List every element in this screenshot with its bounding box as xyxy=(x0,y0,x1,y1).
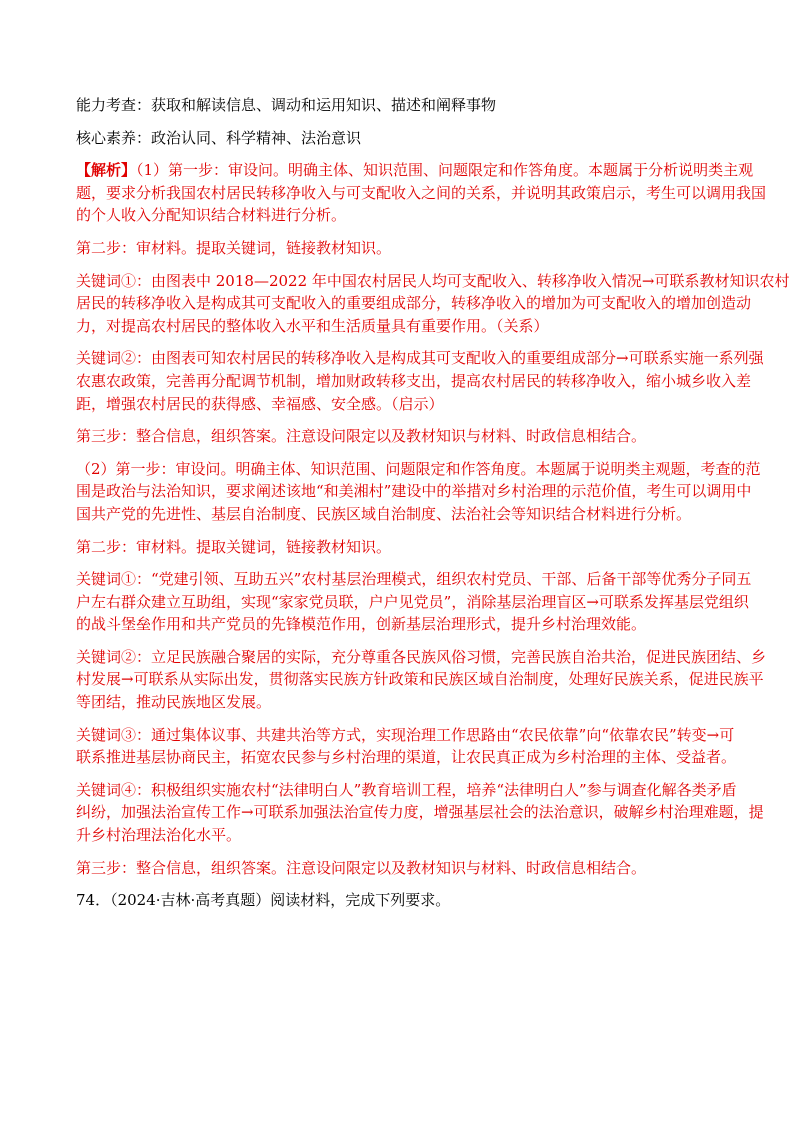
keyword-1a xyxy=(76,270,790,338)
keyword-line: 距，增强农村居民的获得感、幸福感、安全感。（启示） xyxy=(76,394,444,413)
step2-line: 第二步：审材料。提取关键词，链接教材知识。 xyxy=(76,238,392,257)
keyword-line: 关键词①：由图表中 2018—2022 年中国农村居民人均可支配收入、转移净收入情况→可联系教材知识农村 xyxy=(76,271,790,290)
core-literacy-line: 核心素养：政治认同、科学精神、法治意识 xyxy=(76,128,362,147)
keyword-line: 村发展→可联系从实际出发，贯彻落实民族方针政策和民族区域自治制度，处理好民族关系，促进民族平 xyxy=(76,670,764,689)
analysis-part2 xyxy=(76,458,761,526)
step3-line: 第三步：整合信息，组织答案。注意设问限定以及教材知识与材料、时政信息相结合。 xyxy=(76,858,647,877)
ability-line: 能力考查：获取和解读信息、调动和运用知识、描述和阐释事物 xyxy=(76,96,497,114)
analysis-line xyxy=(76,159,754,182)
analysis-line: 围是政治与法治知识，要求阐述该地“和美湘村”建设中的举措对乡村治理的示范价值，考生可以调用中 xyxy=(76,482,752,501)
analysis-part1 xyxy=(76,159,767,227)
keyword-line: 农惠农政策，完善再分配调节机制，增加财政转移支出，提高农村居民的转移净收入，缩小城乡收入差 xyxy=(76,371,752,390)
keyword-line: 关键词④：积极组织实施农村“法律明白人”教育培训工程，培养“法律明白人”参与调查化解各类矛盾 xyxy=(76,780,737,799)
keyword-4b xyxy=(76,779,764,847)
keyword-2a xyxy=(76,347,764,415)
keyword-line: 等团结，推动民族地区发展。 xyxy=(76,693,272,712)
keyword-line: 户左右群众建立互助组，实现“家家党员联，户户见党员”，消除基层治理盲区→可联系发挥基层党组织 xyxy=(76,592,749,611)
analysis-line: 题，要求分析我国农村居民转移净收入与可支配收入之间的关系，并说明其政策启示，考生可以调用我国 xyxy=(76,183,767,202)
question-74-line: 74．（2024·吉林·高考真题）阅读材料，完成下列要求。 xyxy=(76,891,451,910)
document-page xyxy=(76,94,790,912)
step3-line: 第三步：整合信息，组织答案。注意设问限定以及教材知识与材料、时政信息相结合。 xyxy=(76,427,647,446)
keyword-3b xyxy=(76,724,737,769)
keyword-line: 联系推进基层协商民主，拓宽农民参与乡村治理的渠道，让农民真正成为乡村治理的主体、受益者。 xyxy=(76,748,737,767)
analysis-line: 的个人收入分配知识结合材料进行分析。 xyxy=(76,206,347,225)
keyword-line: 力，对提高农村居民的整体收入水平和生活质量具有重要作用。（关系） xyxy=(76,316,549,335)
analysis-line: （2）第一步：审设问。明确主体、知识范围、问题限定和作答角度。本题属于说明类主观题，考查的范 xyxy=(76,459,761,478)
keyword-line: 居民的转移净收入是构成其可支配收入的重要组成部分，转移净收入的增加为可支配收入的增加创造动 xyxy=(76,294,752,313)
keyword-line: 关键词③：通过集体议事、共建共治等方式，实现治理工作思路由“农民依靠”向“依靠农民”转变→可 xyxy=(76,725,735,744)
analysis-text: （1）第一步：审设问。明确主体、知识范围、问题限定和作答角度。本题属于分析说明类主观 xyxy=(136,161,754,180)
keyword-line: 关键词①：“党建引领、互助五兴”农村基层治理模式，组织农村党员、干部、后备干部等优秀分子同五 xyxy=(76,570,752,589)
keyword-line: 纠纷，加强法治宣传工作→可联系加强法治宣传力度，增强基层社会的法治意识，破解乡村治理难题，提 xyxy=(76,803,764,822)
analysis-line: 国共产党的先进性、基层自治制度、民族区域自治制度、法治社会等知识结合材料进行分析。 xyxy=(76,504,692,523)
analysis-label: 【解析】 xyxy=(76,161,137,180)
keyword-line: 关键词②：立足民族融合聚居的实际，充分尊重各民族风俗习惯，完善民族自治共治，促进民族团结、乡 xyxy=(76,647,767,666)
keyword-1b xyxy=(76,568,752,636)
keyword-line: 关键词②：由图表可知农村居民的转移净收入是构成其可支配收入的重要组成部分→可联系实施一系列强 xyxy=(76,349,764,368)
keyword-2b xyxy=(76,646,767,714)
keyword-line: 的战斗堡垒作用和共产党员的先锋模范作用，创新基层治理形式，提升乡村治理效能。 xyxy=(76,615,647,634)
step2-line: 第二步：审材料。提取关键词，链接教材知识。 xyxy=(76,537,392,556)
keyword-line: 升乡村治理法治化水平。 xyxy=(76,826,242,845)
